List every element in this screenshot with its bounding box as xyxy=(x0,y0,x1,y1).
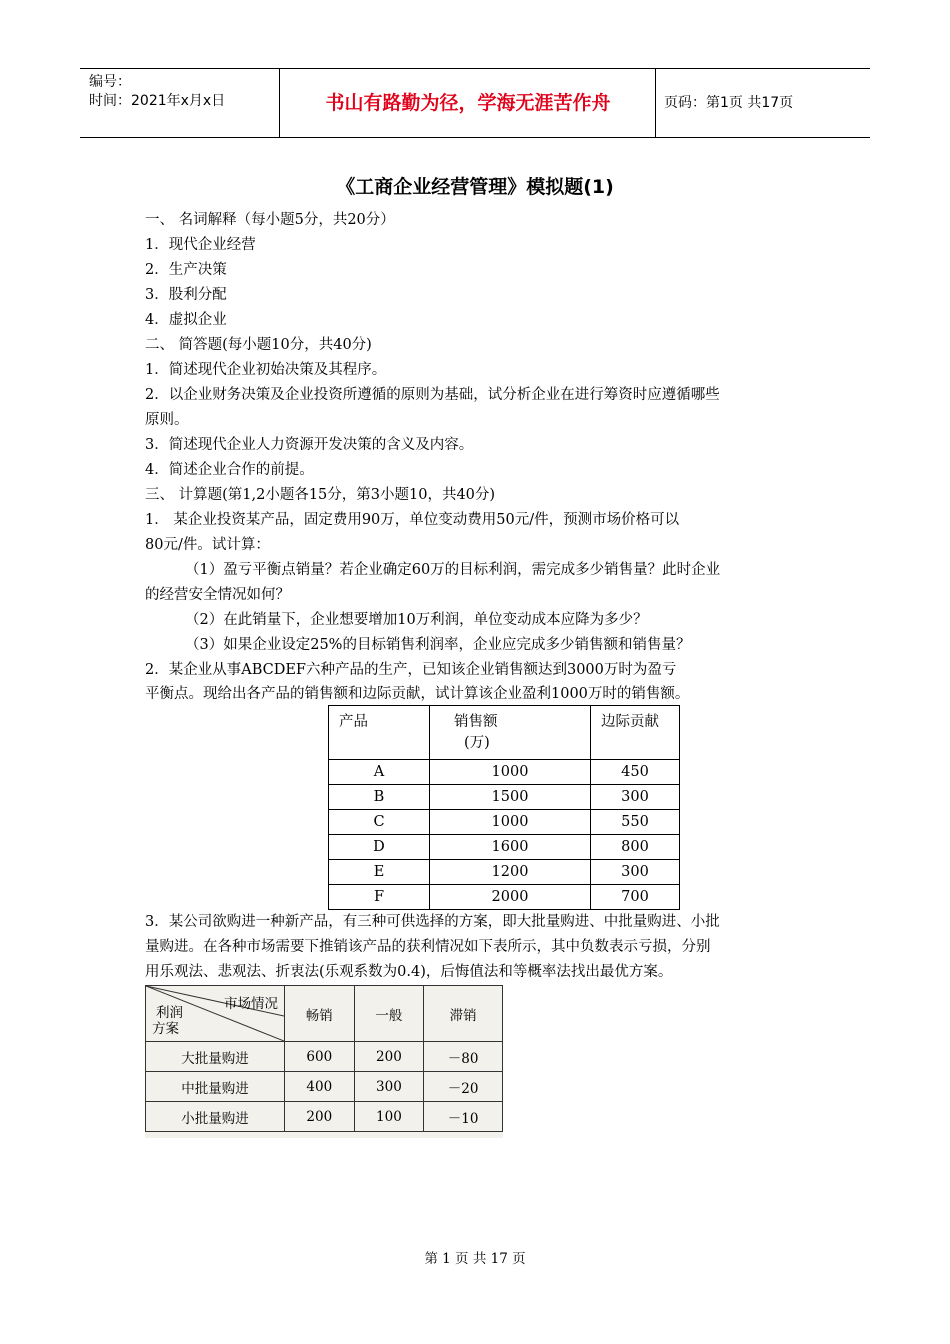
question-line: 4．虚拟企业 xyxy=(145,312,227,328)
header-unit: (万) xyxy=(464,735,490,751)
section-1-heading: 一、 名词解释（每小题5分，共20分） xyxy=(145,212,395,228)
sub-question-line: （3）如果企业设定25%的目标销售利润率，企业应完成多少销售额和销售量？ xyxy=(185,637,691,653)
table-row xyxy=(329,835,680,860)
table-cell: －20 xyxy=(424,1072,503,1102)
table-cell: 450 xyxy=(591,760,680,785)
table-cell: 600 xyxy=(285,1042,355,1072)
table-cell: 2000 xyxy=(430,885,591,910)
question-line: 1．简述现代企业初始决策及其程序。 xyxy=(145,362,387,378)
page-header xyxy=(80,68,870,138)
corner-bottom-label: 方案 xyxy=(152,1021,179,1037)
table-row xyxy=(329,760,680,785)
table-cell: A xyxy=(329,760,430,785)
section-3-heading: 三、 计算题(第1,2小题各15分，第3小题10，共40分) xyxy=(145,487,496,503)
table-cell: 100 xyxy=(354,1102,424,1132)
table-cell: E xyxy=(329,860,430,885)
table-cell: 1600 xyxy=(430,835,591,860)
table-cell: －10 xyxy=(424,1102,503,1132)
question-line: 平衡点。现给出各产品的销售额和边际贡献，试计算该企业盈利1000万时的销售额。 xyxy=(145,686,690,702)
header-cell: 边际贡献 xyxy=(591,706,680,760)
table-row xyxy=(146,1042,503,1072)
question-line: 1．现代企业经营 xyxy=(145,237,256,253)
question-line: 4．简述企业合作的前提。 xyxy=(145,462,314,478)
table-cell: B xyxy=(329,785,430,810)
header-motto: 书山有路勤为径，学海无涯苦作舟 xyxy=(281,69,656,137)
table-header-row xyxy=(329,706,680,760)
product-sales-table xyxy=(328,705,680,910)
table-cell: D xyxy=(329,835,430,860)
table-cell: 300 xyxy=(591,785,680,810)
question-line: 用乐观法、悲观法、折衷法(乐观系数为0.4)，后悔值法和等概率法找出最优方案。 xyxy=(145,964,673,980)
table-cell: 1200 xyxy=(430,860,591,885)
question-line: 1． 某企业投资某产品，固定费用90万，单位变动费用50元/件，预测市场价格可以 xyxy=(145,512,680,528)
question-line: 的经营安全情况如何？ xyxy=(145,587,290,603)
document-title: 《工商企业经营管理》模拟题(1) xyxy=(336,176,614,198)
section-2-heading: 二、 简答题(每小题10分，共40分) xyxy=(145,337,372,353)
question-line: 量购进。在各种市场需要下推销该产品的获利情况如下表所示，其中负数表示亏损，分别 xyxy=(145,939,711,955)
row-label: 大批量购进 xyxy=(146,1042,285,1072)
row-label: 小批量购进 xyxy=(146,1102,285,1132)
table-cell: 1000 xyxy=(430,760,591,785)
table-cell: 550 xyxy=(591,810,680,835)
header-meta xyxy=(80,69,280,137)
table-header-row xyxy=(146,986,503,1042)
table-cell: －80 xyxy=(424,1042,503,1072)
question-line: 3．简述现代企业人力资源开发决策的含义及内容。 xyxy=(145,437,474,453)
corner-top-label: 市场情况 xyxy=(224,996,278,1012)
table-cell: 300 xyxy=(591,860,680,885)
sub-question-line: （2）在此销量下，企业想要增加10万利润，单位变动成本应降为多少？ xyxy=(185,612,648,628)
profit-decision-table xyxy=(145,985,503,1138)
table-row xyxy=(329,785,680,810)
question-line: 2．以企业财务决策及企业投资所遵循的原则为基础，试分析企业在进行筹资时应遵循哪些 xyxy=(145,387,720,403)
table-row xyxy=(146,1102,503,1132)
page-footer: 第 1 页 共 17 页 xyxy=(424,1251,526,1267)
date-label: 时间：2021年x月x日 xyxy=(89,93,226,109)
sub-question-line: （1）盈亏平衡点销量？若企业确定60万的目标利润，需完成多少销售量？此时企业 xyxy=(185,562,721,578)
table-cell: 700 xyxy=(591,885,680,910)
corner-left-label: 利润 xyxy=(156,1005,183,1021)
header-cell xyxy=(430,706,591,760)
question-line: 3．股利分配 xyxy=(145,287,227,303)
table-cell: 1000 xyxy=(430,810,591,835)
question-line: 3．某公司欲购进一种新产品，有三种可供选择的方案，即大批量购进、中批量购进、小批 xyxy=(145,914,720,930)
table-cell: F xyxy=(329,885,430,910)
diagonal-header-cell xyxy=(146,986,285,1042)
question-line: 2．某企业从事ABCDEF六种产品的生产，已知该企业销售额达到3000万时为盈亏 xyxy=(145,662,677,678)
table-cell: 200 xyxy=(285,1102,355,1132)
table-cell: C xyxy=(329,810,430,835)
header-cell: 一般 xyxy=(354,986,424,1042)
table-cell: 400 xyxy=(285,1072,355,1102)
header-cell: 滞销 xyxy=(424,986,503,1042)
header-cell: 畅销 xyxy=(285,986,355,1042)
header-page-info: 页码：第1页 共17页 xyxy=(664,95,794,111)
table-cell: 1500 xyxy=(430,785,591,810)
header-cell: 产品 xyxy=(329,706,430,760)
table-row xyxy=(329,885,680,910)
code-label: 编号： xyxy=(89,74,131,90)
header-text: 销售额 xyxy=(454,714,498,730)
table-row xyxy=(146,1072,503,1102)
table-cell: 300 xyxy=(354,1072,424,1102)
question-line: 2．生产决策 xyxy=(145,262,227,278)
table-row xyxy=(329,810,680,835)
question-line: 原则。 xyxy=(145,412,189,428)
question-line: 80元/件。试计算： xyxy=(145,537,270,553)
table-row xyxy=(329,860,680,885)
table-cell: 800 xyxy=(591,835,680,860)
table-cell: 200 xyxy=(354,1042,424,1072)
row-label: 中批量购进 xyxy=(146,1072,285,1102)
